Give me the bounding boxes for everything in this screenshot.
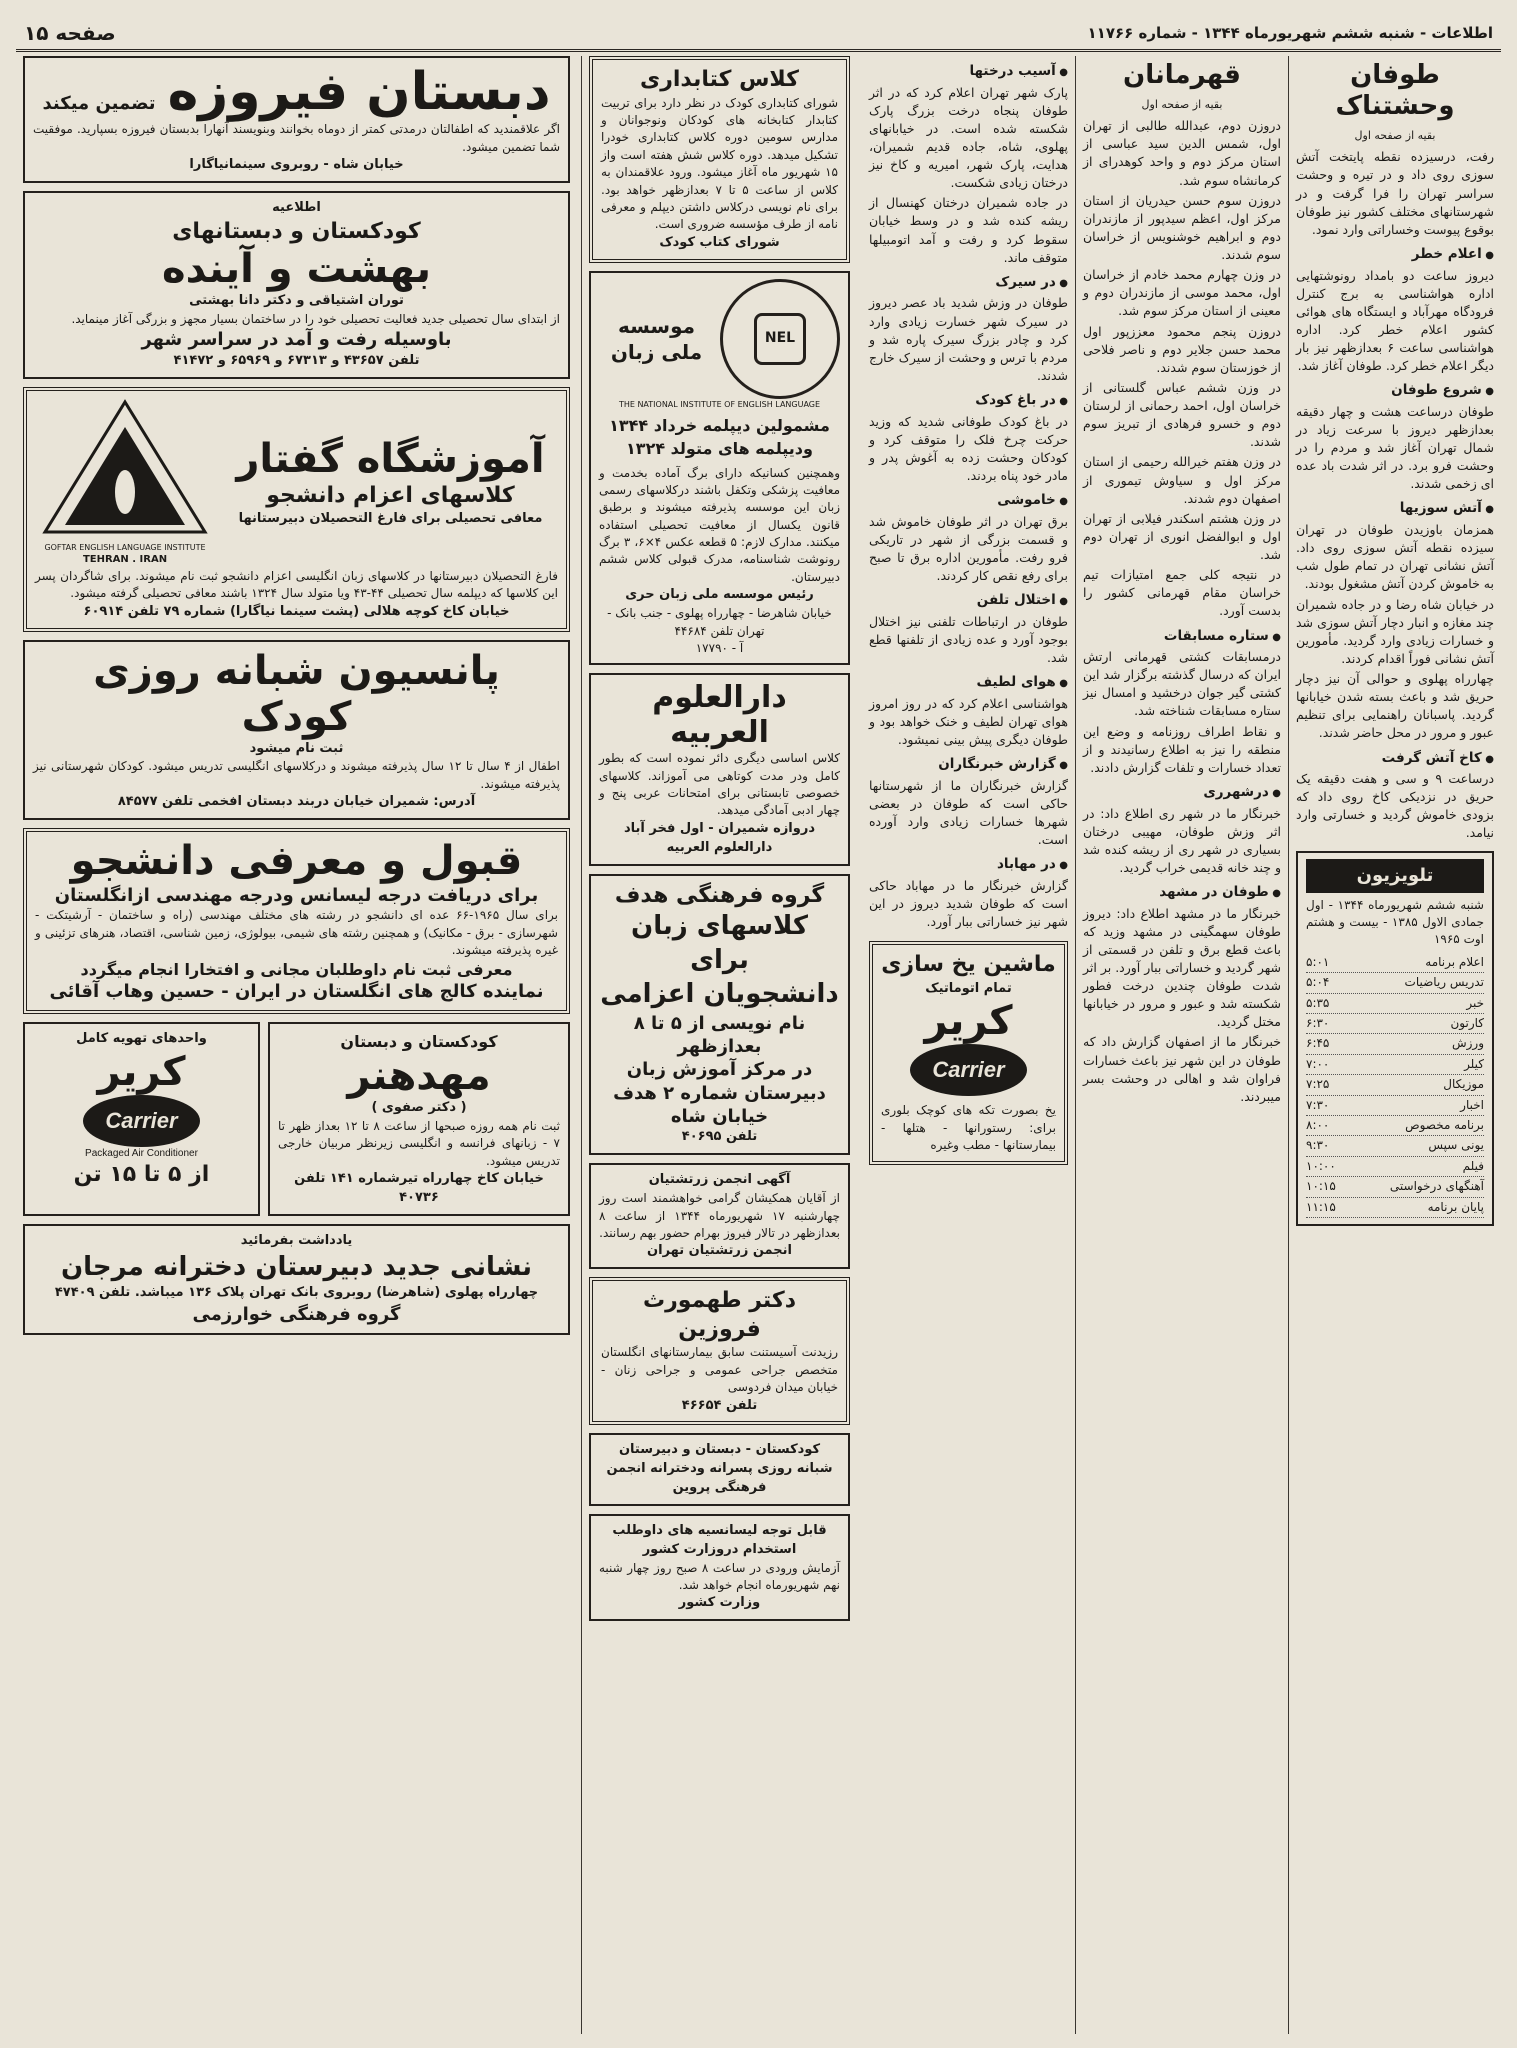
library-class-title: کلاس کتابداری [640,67,799,92]
institute-seal-inner: NEL [754,313,806,365]
hadaf-line-4: خیابان شاه [670,1106,769,1128]
schedule-row [1306,1014,1484,1034]
zoroastrian-body: از آقایان همکیشان گرامی خواهشمند است روز چهارشنبه ۱۷ شهریورماه ۱۳۴۴ از ساعت ۸ بعدازظهر در تالار فیروز بهرام حضور بهم رسانند. [599,1191,840,1240]
goftar-title: آموزشگاه گفتار [236,435,545,482]
carrier-logo: Carrier [83,1095,199,1147]
doctor-body: رزیدنت آسیستنت سابق بیمارستانهای انگلستان متخصص جراحی عمومی و جراحی زنان - خیابان میدان فردوسی [601,1345,838,1395]
schedule-time: ۵:۰۱ [1306,954,1330,969]
schedule-time: ۹:۳۰ [1306,1138,1330,1153]
behesht-head: اطلاعیه [272,199,321,215]
storm-body: رفت، درسیزده نقطه پایتخت آتش سوزی روی داد و در تیره و وحشت سراسر تهران را فرا گرفت و در شهرستانهای مختلف کشور نیز طوفان بوقوع پیوست وخساراتی وارد نمود. ● اعلام خطر دیروز ساعت دو بامداد رونوشتهایی اداره هواشناسی به برج کنترل فرودگاه مهرآباد و ایستگاه های هوائی کشور اعلام خطر کرد. اداره هواشناسی ساعت ۶ بعدازظهر نیز بار دیگر اعلام خطر کرد. طوفان آغاز شد. ● شروع طوفان طوفان درساعت هشت و چهار دقیقه بعدازظهر دیروز با سرعت زیاد در شمال تهران آغاز شد و مردم را در وحشت فرو برد. در اثر شدت باد عده ای زخمی شدند. ● آتش سوزیها همزمان باوزیدن طوفان در تهران سیزده نقطه آتش سوزی روی داد. آتش نشانی تهران در تمام طول شب به خاموش کردن آتش مشغول بودند. در خیابان شاه رضا و در جاده شمیران چند مغازه و انبار دچار آتش سوزی شد و خسارات زیادی وارد گردید. مأمورین آتش نشانی فوراً اقدام کردند. چهارراه پهلوی و حوالی آن نیز دچار حریق شد و باعث بسته شدن خیابانها گردید. پاسبانان راهنمایی برای تنظیم عبور و مرور در محل حاضر شدند. ● کاخ آتش گرفت درساعت ۹ و سی و هفت دقیقه یک حریق در نزدیکی کاخ روی داد که بزودی خاموش گردید و خسارتی وارد نیامد. [1296,148,1494,842]
schedule-program: خبر [1466,995,1484,1010]
behesht-sub: کودکستان و دبستانهای [172,218,421,244]
pension-sub: ثبت نام میشود [249,740,344,756]
admission-sign: نماینده کالج های انگلستان در ایران - حسین وهاب آقائی [49,981,544,1003]
goftar-logo-top: GOFTAR ENGLISH LANGUAGE INSTITUTE [44,542,206,552]
schedule-row [1306,1075,1484,1095]
parvin-school-ad [589,1433,850,1506]
schedule-program: اعلام برنامه [1425,954,1484,969]
pension-body: اطفال از ۴ سال تا ۱۲ سال پذیرفته میشوند و درکلاسهای انگلیسی تدریس میشود. کودکان شهرستانی نیز پذیرفته میشوند. [33,759,561,791]
hadaf-line-2: در مرکز آموزش زبان [626,1059,813,1081]
ice-machine-lines: یخ بصورت تکه های کوچک بلوری برای: رستورانها - هتلها - بیمارستانها - مطب وغیره [881,1103,1056,1153]
continued-label: بقیه از صفحه اول [1354,129,1436,143]
mahd-honar-head: کودکستان و دبستان [340,1031,498,1051]
marjan-school-ad [23,1224,570,1335]
schedule-time: ۷:۲۵ [1306,1077,1330,1092]
arabic-school-body: کلاس اساسی دیگری دائر نموده است که بطور کامل ودر مدت کوتاهی می آموزاند. کلاسهای خصوصی تابستانی برای امتحانات عربی پنج و چهار ادبی آمادگی میدهد. [599,751,840,818]
behesht-ayandeh-ad [23,191,570,379]
schedule-row [1306,994,1484,1014]
interior-ministry-ad [589,1514,850,1621]
interior-title: قابل توجه لیسانسیه های داوطلب استخدام دروزارت کشور [612,1522,827,1557]
schedule-program: آهنگهای درخواستی [1389,1179,1484,1194]
firouzeh-title: دبستان فیروزه [167,62,551,122]
left-ads [16,56,577,2034]
schedule-program: کارتون [1450,1016,1484,1030]
marjan-head: یادداشت بفرمائید [240,1232,353,1248]
carrier-ac-head: واحدهای تهویه کامل [76,1030,207,1046]
goftar-sub: کلاسهای اعزام دانشجو [266,482,515,508]
tv-schedule [1296,851,1494,1226]
hadaf-title-1: کلاسهای زبان برای [631,911,808,975]
ice-machine-head: ماشین یخ سازی [881,952,1056,977]
schedule-program: پایان برنامه [1427,1199,1484,1214]
behesht-names: توران اشتیاقی و دکتر دانا بهشتی [189,293,404,309]
library-class-sign: شورای کتاب کودک [659,234,780,250]
behesht-phone: تلفن ۴۳۶۵۷ و ۶۷۳۱۳ و ۶۵۹۶۹ و ۴۱۴۷۲ [173,352,420,368]
zoroastrian-title: آگهی انجمن زرتشتیان [648,1172,791,1188]
zoroastrian-sign: انجمن زرتشتیان تهران [647,1243,792,1259]
storm-continued-body: ● آسیب درختها پارک شهر تهران اعلام کرد که در اثر طوفان پنجاه درخت بزرگ پارک شکسته شده است. در خیابانهای پهلوی، شاه، جاده قدیم شمیران، هدایت، پارک شهر، امیریه و کاخ نیز درختان زیادی شکست. در جاده شمیران درختان کهنسال از ریشه کنده شد و در وسط خیابان سقوط کرد و رفت و آمد اتومبیلها متوقف ماند. ● در سیرک طوفان در وزش شدید باد عصر دیروز در سیرک شهر خسارت زیادی وارد کرد و چادر بزرگ سیرک پاره شد و مردم با ترس و وحشت از سیرک خارج شدند. ● در باغ کودک در باغ کودک طوفانی شدید که وزید حرکت چرخ فلک را متوقف کرد و کودکان وحشت زده به آغوش پدر و مادر خود پناه بردند. ● خاموشی برق تهران در اثر طوفان خاموش شد و قسمت بزرگی از شهر در تاریکی فرو رفت. مأمورین اداره برق تا صبح برای رفع نقص کار کردند. ● اختلال تلفن طوفان در ارتباطات تلفنی نیز اختلال بوجود آورد و عده زیادی از تلفنها قطع شد. ● هوای لطیف هواشناسی اعلام کرد که در روز امروز هوای تهران لطیف و خنک خواهد بود و طوفان دیگری پیش بینی نمیشود. ● گزارش خبرنگاران گزارش خبرنگاران ما از شهرستانها حاکی است که طوفان در بعضی شهرها خسارات زیادی وارد آورده است. ● در مهاباد گزارش خبرنگار ما در مهاباد حاکی است که طوفان شدید دیروز در این شهر نیز خساراتی ببار آورد. [869,62,1068,931]
hadaf-language-ad [589,874,850,1156]
admission-line: معرفی ثبت نام داوطلبان مجانی و افتخارا انجام میگردد [80,959,513,979]
storm-continued-column [862,56,1075,2034]
hadaf-head: گروه فرهنگی هدف [614,882,825,908]
schedule-row [1306,1055,1484,1075]
institute-code: آ - ۱۷۷۹۰ [695,640,744,655]
schedule-time: ۵:۰۴ [1306,975,1330,990]
middle-ads-column [581,56,857,2034]
arabic-school-ad [589,673,850,865]
marjan-sign: گروه فرهنگی خوارزمی [192,1304,401,1326]
tv-schedule-title: تلویزیون [1306,859,1484,893]
schedule-program: برنامه مخصوص [1405,1117,1484,1132]
hadaf-line-3: دبیرستان شماره ۲ هدف [613,1082,826,1104]
firouzeh-tag: تضمین میکند [42,93,156,114]
schedule-row [1306,1177,1484,1197]
carrier-ac-sub: Packaged Air Conditioner [85,1147,198,1159]
national-language-institute-ad [589,271,850,666]
bottom-left-row [23,1022,570,1224]
hadaf-title-2: دانشجویان اعزامی [600,978,839,1009]
schedule-row [1306,1034,1484,1054]
institute-address: خیابان شاهرضا - چهارراه پهلوی - جنب بانک - تهران تلفن ۴۴۶۸۴ [607,606,832,638]
schedule-time: ۸:۰۰ [1306,1117,1330,1132]
goftar-logo-bottom: TEHRAN . IRAN [82,554,168,566]
library-class-body: شورای کتابداری کودک در نظر دارد برای تربیت کتابدار کتابخانه های کودکان ونوجوانان و مدارس سومین دوره کلاس کتابداری خودرا تشکیل میدهد. دوره کلاس شش هفته است واز ۱۵ شهریور ماه آغاز میشود. ورود علاقمندان به کلاس از ساعت ۵ تا ۷ بعدازظهر خواهد بود. برای نام نویسی درکلاس داشتن دیپلم و معرفی نامه از طرف مؤسسه ضروری است. [601,95,839,232]
marjan-address: چهارراه پهلوی (شاهرضا) روبروی بانک تهران پلاک ۱۳۶ میباشد. تلفن ۴۷۴۰۹ [54,1285,539,1301]
institute-headline: مشمولین دیپلمه خرداد ۱۳۴۴ ودیپلمه های متولد ۱۳۲۴ [609,416,830,459]
interior-sign: وزارت کشور [678,1595,761,1611]
admission-title: قبول و معرفی دانشجو [70,838,523,885]
admission-body: برای سال ۱۹۶۵-۶۶ عده ای دانشجو در رشته های مختلف مهندسی (راه و ساختمان - آرشیتکت - شهرسازی - برق - مکانیک) و همچنین رشته های شیمی، بیولوژی، زمین شناسی، اقتصاد، هنرهای تزئینی و غیره پذیرفته میشوند. [35,908,558,958]
continued-label: بقیه از صفحه اول [1141,98,1223,112]
admission-sub: برای دریافت درجه لیسانس ودرجه مهندسی ازانگلستان [54,885,539,907]
zoroastrian-society-ad [589,1163,850,1269]
schedule-row [1306,1198,1484,1218]
schedule-program: کیلر [1464,1056,1484,1071]
parvin-school-title: کودکستان - دبستان و دبیرستان شبانه روزی پسرانه ودخترانه انجمن فرهنگی پروین [606,1442,833,1496]
schedule-time: ۱۱:۱۵ [1306,1199,1336,1214]
institute-seal [720,279,840,399]
goftar-address: خیابان کاخ کوچه هلالی (پشت سینما نیاگارا) شماره ۷۹ تلفن ۶۰۹۱۴ [83,603,510,619]
champions-body: دروزن دوم، عبدالله طالبی از تهران اول، شمس الدین سید عباسی از استان مرکز دوم و واحد کوهدرای از کرمانشاه سوم شد. دروزن سوم حسن حیدریان از استان مرکز اول، اعظم سیدپور از مازندران دوم و ابراهیم خوشنویس از خراسان سوم شدند. در وزن چهارم محمد خادم از خراسان اول، محمد موسی از مازندران دوم و معینی از استان مرکز سوم شد. دروزن پنجم محمود معززپور اول محمد حسن جلایر دوم و ناصر فلاحی از خوزستان سوم شدند. در وزن ششم عباس گلستانی از خراسان اول، احمد رحمانی از لرستان دوم و خسرو فرهادی از تبریز سوم شدند. در وزن هفتم خیرالله رحیمی از استان مرکز اول و سیاوش تیموری از اصفهان دوم شدند. در وزن هشتم اسکندر فیلابی از تهران اول و ابوالفضل انوری از تهران دوم شد. در نتیجه کلی جمع امتیازات تیم خراسان مقام قهرمانی کشور را بدست آورد. ● ستاره مسابقات درمسابقات کشتی قهرمانی ارتش ایران که درسال گذشته برگزار شد این کشتی گیر جوان درخشید و امسال نیز ستاره مسابقات شناخته شد. و نقاط اطراف روزنامه و وضع این منطقه را نیز به اطلاع رسانیدند و از تعداد خسارات و تلفات گزارش دادند. ● درشهرری خبرنگار ما در شهر ری اطلاع داد: در اثر وزش طوفان، مهیبی درختان بسیاری در شهر ری از ریشه کنده شد و چند خانه قدیمی خراب گردید. ● طوفان در مشهد خبرنگار ما در مشهد اطلاع داد: دیروز طوفان سهمگینی در مشهد وزید که باعث قطع برق و تلفن در قسمتی از شهر گردید و خساراتی ببار آورد. بر اثر شدت طوفان چندین درخت فطور شکسته شد و عبور و مرور در خیابانها مختل گردید. خبرنگار ما از اصفهان گزارش داد که طوفان در این شهر نیز باعث خسارات فراوان شد و اهالی در وحشت بسر میبردند. [1083,117,1281,1106]
schedule-time: ۶:۳۰ [1306,1016,1330,1030]
news-columns [861,56,1501,2034]
behesht-body: از ابتدای سال تحصیلی جدید فعالیت تحصیلی خود را در ساختمان بسیار مجهز و بزرگی آغاز مینماید. [71,312,560,327]
schedule-time: ۱۰:۰۰ [1306,1158,1336,1173]
pension-title: پانسیون شبانه روزی کودک [93,647,500,740]
goftar-body: فارغ التحصیلان دبیرستانها در کلاسهای زبان انگلیسی اعزام دانشجو ثبت نام میشوند. برای شاگردان پسر این کلاسها که دیپلمه سال تحصیلی ۴۴-۴۳ ویا متولد سال ۱۳۲۴ باشند معافی تحصیلی گرفته میشود. [35,568,558,601]
schedule-time: ۶:۴۵ [1306,1036,1330,1051]
institute-body: وهمچنین کسانیکه دارای برگ آماده بخدمت و معافیت پزشکی وتکفل باشند درکلاسهای رسمی زبان این موسسه پذیرفته میشوند و برطبق قانون یکسال از معافیت تحصیلی استفاده میکنند. مدارک لازم: ۵ قطعه عکس ۴×۶، ۳ برگ رونوشت شناسنامه، مدرک قبولی کلاس ششم دبیرستان. [599,465,841,584]
student-admission-ad [23,828,570,1014]
schedule-time: ۷:۰۰ [1306,1056,1330,1071]
schedule-row [1306,973,1484,993]
schedule-program: ورزش [1451,1036,1484,1051]
goftar-institute-ad [23,387,570,632]
mahd-honar-name: مهدهنر [347,1052,491,1099]
carrier-ac-brand: کریر [97,1048,186,1095]
triangle-logo-icon [40,397,210,537]
institute-seal-text: THE NATIONAL INSTITUTE OF ENGLISH LANGUAGE [618,399,821,409]
institute-sign: رئیس موسسه ملی زبان حری [625,587,814,603]
schedule-time: ۷:۳۰ [1306,1097,1330,1112]
ice-machine-brand: کریر [924,998,1013,1045]
mahd-honar-body: ثبت نام همه روزه صبحها از ساعت ۸ تا ۱۲ بعداز ظهر تا ۷ - زبانهای فرانسه و انگلیسی زیرنظر مربیان خارجی تدریس میشود. [277,1118,560,1168]
tv-schedule-date: شنبه ششم شهریورماه ۱۳۴۴ - اول جمادی الاول ۱۳۸۵ - بیست و هشتم اوت ۱۹۶۵ [1306,897,1484,947]
masthead [16,18,1501,52]
mahd-honar-address: خیابان کاخ چهارراه تیرشماره ۱۴۱ تلفن ۴۰۷۳۶ [294,1170,544,1205]
schedule-program: اخبار [1460,1097,1484,1112]
pension-address: آدرس: شمیران خیابان دربند دبستان افخمی تلفن ۸۴۵۷۷ [117,794,476,810]
library-class-ad [589,56,850,263]
schedule-program: یونی سپس [1428,1138,1484,1153]
mahd-honar-person: ( دکتر صفوی ) [371,1099,467,1115]
schedule-time: ۵:۳۵ [1306,995,1330,1010]
tv-schedule-list [1306,953,1484,1218]
storm-headline: طوفان وحشتناک [1335,60,1455,122]
issue-line: اطلاعات - شنبه ششم شهریورماه ۱۳۴۴ - شماره ۱۱۷۶۶ [1087,23,1493,42]
behesht-title: بهشت و آینده [162,246,431,293]
schedule-row [1306,1157,1484,1177]
institute-name: موسسه ملی زبان [610,313,703,364]
goftar-logo [35,397,215,568]
ice-machine-ad [869,941,1068,1165]
schedule-row [1306,1096,1484,1116]
left-ads-column [16,56,577,2034]
middle-ads [581,56,857,2034]
hadaf-phone: تلفن ۴۰۶۹۵ [681,1129,758,1145]
mahd-honar-ad [268,1022,570,1216]
arabic-school-title: دارالعلوم العربیه [652,680,787,750]
carrier-ac-ad [23,1022,260,1216]
behesht-line: باوسیله رفت و آمد در سراسر شهر [141,329,452,351]
goftar-line: معافی تحصیلی برای فارغ التحصیلان دبیرستانها [238,511,543,527]
doctor-phone: تلفن ۴۶۶۵۴ [681,1397,758,1413]
schedule-row [1306,1116,1484,1136]
doctor-ad [589,1277,850,1425]
firouzeh-school-ad [23,56,570,183]
interior-body: آزمایش ورودی در ساعت ۸ صبح روز چهار شنبه نهم شهریورماه انجام خواهد شد. [599,1560,840,1592]
carrier-ac-price: از ۵ تا ۱۵ تن [73,1162,210,1188]
ice-machine-sub: تمام اتوماتیک [925,980,1012,996]
schedule-row [1306,1136,1484,1156]
hadaf-line-1: نام نویسی از ۵ تا ۸ بعدازظهر [633,1012,806,1057]
champions-column [1075,56,1288,2034]
schedule-row [1306,953,1484,973]
schedule-program: تدریس ریاضیات [1404,975,1484,990]
schedule-program: فیلم [1462,1158,1484,1173]
schedule-time: ۱۰:۱۵ [1306,1179,1336,1194]
schedule-program: موزیکال [1443,1077,1484,1092]
carrier-logo: Carrier [910,1044,1026,1096]
page-number: صفحه ۱۵ [24,21,116,45]
pension-ad [23,640,570,820]
marjan-title: نشانی جدید دبیرستان دخترانه مرجان [60,1251,533,1282]
firouzeh-body: اگر علاقمندید که اطفالتان درمدتی کمتر از دوماه بخوانند وبنویسند آنهارا بدبستان فیروزه بسپارید. موفقیت شما تضمین میشود. [33,122,560,154]
arabic-school-address: دروازه شمیران - اول فخر آباد دارالعلوم العربیه [624,820,815,855]
champions-headline: قهرمانان [1123,60,1241,90]
firouzeh-address: خیابان شاه - روبروی سینمانیاگارا [189,156,404,172]
doctor-name: دکتر طهمورث فروزین [643,1288,796,1342]
storm-column [1288,56,1501,2034]
